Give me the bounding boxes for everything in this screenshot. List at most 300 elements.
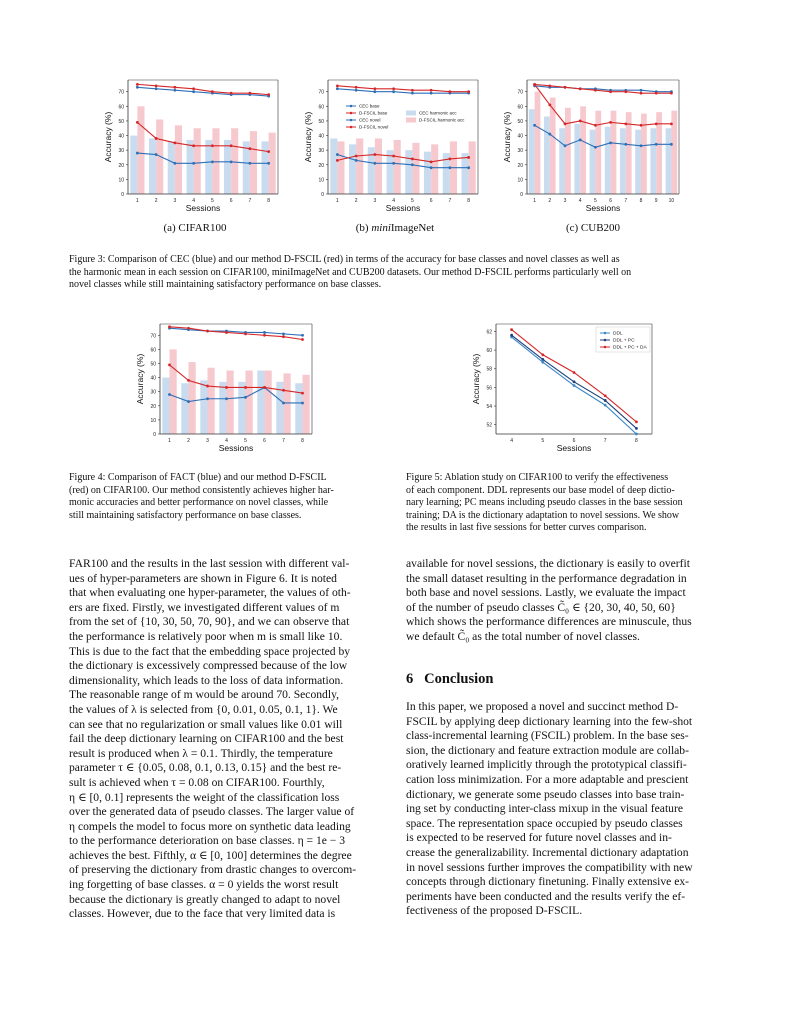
data-point [670, 92, 673, 95]
data-point [248, 147, 251, 150]
data-point [373, 153, 376, 156]
legend-marker [350, 105, 353, 108]
data-point [411, 89, 414, 92]
y-axis-label: Accuracy (%) [103, 111, 113, 163]
data-point [192, 162, 195, 165]
y-tick-label: 50 [517, 118, 523, 125]
bar [246, 371, 253, 434]
text-line: FSCIL by applying deep dictionary learning into the few-shot [406, 714, 693, 728]
y-axis-label: Accuracy (%) [502, 111, 512, 163]
legend-label: D-FSCIL harmonic acc [419, 117, 465, 123]
text-line: ues of hyper-parameters are shown in Figure 6. It is noted [69, 571, 337, 585]
x-tick-label: 2 [354, 198, 358, 204]
data-point [579, 87, 582, 90]
x-tick-label: 4 [578, 198, 582, 204]
bar [605, 127, 611, 194]
legend-label: D-FSCIL base [359, 110, 388, 116]
data-point [448, 158, 451, 161]
text-line: FAR100 and the results in the last session with different val- [69, 557, 350, 570]
x-tick-label: 10 [668, 198, 675, 204]
y-axis-label: Accuracy (%) [303, 111, 313, 163]
x-tick-label: 6 [572, 438, 576, 444]
data-point [624, 143, 627, 146]
y-tick-label: 30 [318, 148, 324, 155]
x-tick-label: 5 [594, 198, 597, 204]
data-point [267, 150, 270, 153]
legend-label: CEC base [359, 103, 380, 109]
chart-ablation [456, 316, 668, 462]
data-point [579, 120, 582, 123]
bar [349, 144, 356, 194]
bar [565, 108, 571, 194]
data-point [173, 162, 176, 165]
bar [375, 138, 382, 194]
data-point [533, 83, 536, 86]
data-point [430, 166, 433, 169]
x-tick-label: 7 [603, 438, 607, 444]
bar [590, 130, 596, 194]
y-tick-label: 20 [118, 162, 124, 169]
bar [424, 152, 431, 194]
bar [227, 371, 234, 434]
text-line: sion, the dictionary and feature extraction module are collab- [406, 743, 689, 757]
x-axis-label: Sessions [585, 203, 621, 213]
data-point [336, 153, 339, 156]
data-point [282, 402, 285, 405]
figure4-caption [69, 472, 389, 522]
data-point [267, 162, 270, 165]
y-tick-label: 0 [121, 192, 124, 198]
data-point [263, 386, 266, 389]
chart-cub200-svg [487, 70, 691, 220]
data-point [392, 90, 395, 93]
x-tick-label: 5 [244, 438, 247, 444]
data-point [573, 384, 576, 387]
text-line: that when evaluating one hyper-parameter, the values of oth- [69, 586, 351, 600]
y-tick-label: 0 [520, 192, 523, 198]
y-tick-label: 30 [118, 148, 124, 155]
text-line: we default C̃₀ as the total number of novel classes. [406, 629, 640, 643]
legend-marker [350, 112, 353, 115]
bar [189, 362, 196, 434]
bar [187, 140, 194, 194]
data-point [136, 83, 139, 86]
x-tick-label: 2 [154, 198, 158, 204]
legend-label: CEC novel [359, 117, 381, 123]
x-tick-label: 3 [173, 198, 177, 204]
bar [200, 380, 207, 434]
data-point [594, 146, 597, 149]
text-line: over the generated data of pseudo classes. The larger value of [69, 805, 355, 819]
data-point [225, 386, 228, 389]
bar [295, 383, 302, 434]
bar [405, 150, 412, 194]
data-point [411, 92, 414, 95]
section-number: 6 [406, 671, 414, 687]
y-tick-label: 62 [486, 329, 492, 336]
bar [262, 141, 269, 194]
legend-swatch [406, 111, 416, 116]
data-point [655, 122, 658, 125]
data-point [448, 166, 451, 169]
data-point [187, 400, 190, 403]
caption-line: Figure 5: Ablation study on CIFAR100 to verify the effectiveness [406, 472, 669, 483]
data-point [564, 86, 567, 89]
y-tick-label: 50 [118, 118, 124, 125]
data-point [579, 139, 582, 142]
bar [529, 109, 535, 194]
data-point [263, 334, 266, 337]
x-tick-label: 1 [135, 198, 139, 204]
bar [130, 136, 137, 194]
text-line: ing set by conducting inter-class mixup in the visual feature [406, 802, 683, 816]
legend-marker [604, 346, 607, 349]
bar [170, 349, 177, 434]
data-point [609, 90, 612, 93]
x-axis-label: Sessions [218, 443, 254, 453]
bar [544, 117, 550, 194]
data-point [336, 84, 339, 87]
text-line: from the set of {10, 30, 50, 70, 90}, and we can observe that [69, 615, 350, 629]
text-line: is expected to be reserved for future novel classes and in- [406, 831, 672, 845]
bar [559, 128, 565, 194]
data-point [155, 84, 158, 87]
data-point [206, 330, 209, 333]
text-line: to the performance deterioration on base classes. η = 1e − 3 [69, 834, 346, 848]
caption-line: monic accuracies and better performance on novel classes, while [69, 497, 329, 509]
x-tick-label: 1 [533, 198, 536, 204]
data-point [192, 90, 195, 93]
bar [168, 141, 175, 194]
y-tick-label: 50 [318, 118, 324, 125]
y-tick-label: 30 [517, 148, 523, 155]
series-line [535, 84, 672, 93]
bar [394, 140, 401, 194]
data-point [244, 332, 247, 335]
data-point [548, 84, 551, 87]
text-line: of the number of pseudo classes C̃₀ ∈ {20, 30, 40, 50, 60} [406, 600, 676, 614]
bar [666, 128, 672, 194]
text-line: sult is achieved when τ = 0.08 on CIFAR100. Fourthly, [69, 775, 325, 789]
legend-label: DDL + PC [613, 338, 635, 344]
x-tick-label: 5 [410, 198, 414, 204]
y-axis-label: Accuracy (%) [135, 353, 145, 405]
bar [303, 375, 310, 434]
legend-label: CEC harmonic acc [419, 110, 457, 116]
y-tick-label: 70 [118, 89, 124, 96]
text-line: the dictionary is excessively compressed because of the low [69, 659, 348, 673]
chart-miniimagenet [288, 70, 492, 220]
data-point [640, 89, 643, 92]
bar [337, 141, 344, 194]
caption-line: training; DA is the dictionary adaptation to novel sessions. We show [406, 509, 680, 521]
text-line: concepts through dictionary finetuning. Finally extensive ex- [406, 875, 690, 889]
data-point [541, 353, 544, 356]
bar [219, 382, 226, 434]
legend-label: DDL [613, 331, 623, 337]
legend-marker [350, 119, 353, 122]
x-tick-label: 6 [263, 438, 266, 444]
text-line: ers are fixed. Firstly, we investigated different values of m [69, 600, 340, 614]
data-point [136, 121, 139, 124]
bar [550, 98, 556, 194]
caption-line: Figure 3: Comparison of CEC (blue) and our method D-FSCIL (red) in terms of the accuracy for base classes and novel classes as well as [69, 254, 620, 265]
y-tick-label: 10 [318, 177, 324, 184]
legend-marker [350, 126, 353, 129]
data-point [541, 358, 544, 361]
bar [635, 130, 641, 194]
bar [238, 382, 245, 434]
x-tick-label: 3 [563, 198, 567, 204]
left-column-text [69, 557, 387, 922]
text-line: dictionary, we generate some pseudo classes into base train- [406, 787, 685, 801]
y-tick-label: 70 [318, 89, 324, 96]
data-point [136, 152, 139, 155]
data-point [136, 86, 139, 89]
x-tick-label: 1 [335, 198, 339, 204]
y-tick-label: 70 [150, 333, 156, 340]
text-line: η compels the model to focus more on synthetic data leading [69, 819, 351, 833]
data-point [655, 143, 658, 146]
chart-cifar100-svg [88, 70, 292, 220]
chart-miniimagenet-svg [288, 70, 492, 220]
legend-marker [604, 332, 607, 335]
chart-fact-comparison [118, 316, 328, 462]
y-tick-label: 60 [318, 104, 324, 111]
text-line: This is due to the fact that the embedding space projected by [69, 644, 351, 658]
y-tick-label: 0 [321, 192, 324, 198]
data-point [573, 371, 576, 374]
y-tick-label: 52 [486, 422, 492, 429]
text-line: available for novel sessions, the dictionary is easily to overfit [406, 557, 690, 570]
data-point [155, 137, 158, 140]
data-point [267, 93, 270, 96]
bar [574, 124, 580, 194]
data-point [187, 327, 190, 330]
data-point [541, 361, 544, 364]
x-tick-label: 8 [301, 438, 304, 444]
bar [194, 128, 201, 194]
data-point [301, 392, 304, 395]
data-point [510, 328, 513, 331]
x-tick-label: 6 [609, 198, 612, 204]
data-point [336, 159, 339, 162]
y-tick-label: 0 [153, 432, 156, 438]
bar [620, 128, 626, 194]
x-tick-label: 2 [187, 438, 190, 444]
y-tick-label: 10 [118, 177, 124, 184]
data-point [173, 89, 176, 92]
y-tick-label: 20 [517, 162, 523, 169]
text-line: in novel sessions further improves the compatibility with new [406, 860, 693, 874]
caption-line: of each component. DDL represents our base model of deep dictio- [406, 484, 675, 496]
text-line: both base and novel sessions. Lastly, we evaluate the impact [406, 586, 686, 600]
data-point [211, 144, 214, 147]
text-line: the small dataset resulting in the performance degradation in [406, 571, 687, 585]
data-point [467, 166, 470, 169]
data-point [533, 124, 536, 127]
data-point [594, 89, 597, 92]
legend-label: DDL + PC + DA [613, 345, 647, 351]
y-tick-label: 50 [150, 361, 156, 368]
data-point [301, 402, 304, 405]
y-tick-label: 60 [517, 104, 523, 111]
text-line: space. The representation space occupied by pseudo classes [406, 816, 683, 830]
y-tick-label: 70 [517, 89, 523, 96]
chart-fact-svg [118, 316, 328, 462]
data-point [411, 163, 414, 166]
caption-line: Figure 4: Comparison of FACT (blue) and our method D-FSCIL [69, 472, 327, 483]
data-point [373, 87, 376, 90]
x-tick-label: 8 [639, 198, 643, 204]
bar [431, 144, 438, 194]
bar [595, 111, 601, 194]
text-line: which shows the performance differences are minuscule, thus [406, 615, 692, 629]
legend-marker [604, 339, 607, 342]
y-tick-label: 40 [118, 133, 124, 140]
text-line: the performance is relatively poor when m is small like 10. [69, 629, 343, 643]
y-tick-label: 60 [118, 104, 124, 111]
data-point [282, 389, 285, 392]
data-point [609, 121, 612, 124]
legend-label: D-FSCIL novel [359, 124, 389, 130]
x-tick-label: 9 [654, 198, 658, 204]
data-point [355, 86, 358, 89]
subcaption-mini-prefix: (b) [355, 222, 372, 234]
legend-swatch [406, 118, 416, 123]
section-title: Conclusion [424, 671, 494, 687]
data-point [604, 404, 607, 407]
data-point [594, 124, 597, 127]
x-tick-label: 4 [510, 438, 513, 444]
data-point [448, 90, 451, 93]
text-line: of preserving the dictionary from drastic changes to overcom- [69, 863, 357, 877]
text-line: fectiveness of the proposed D-FSCIL. [406, 904, 583, 918]
right-column-text-top [406, 557, 728, 645]
data-point [336, 87, 339, 90]
data-point [564, 122, 567, 125]
data-point [192, 144, 195, 147]
y-tick-label: 20 [318, 162, 324, 169]
data-point [548, 133, 551, 136]
data-point [510, 334, 513, 337]
data-point [244, 386, 247, 389]
data-point [670, 143, 673, 146]
bar [412, 143, 419, 194]
data-point [604, 394, 607, 397]
data-point [244, 396, 247, 399]
data-point [211, 160, 214, 163]
y-tick-label: 54 [486, 404, 492, 411]
x-tick-label: 8 [467, 198, 471, 204]
caption-line: the results in last five sessions for better curves comparison. [406, 522, 647, 534]
data-point [640, 124, 643, 127]
y-tick-label: 40 [517, 133, 523, 140]
x-axis-label: Sessions [556, 443, 592, 453]
data-point [187, 379, 190, 382]
text-line: fail the deep dictionary learning on CIFAR100 and the best [69, 732, 344, 746]
x-tick-label: 6 [229, 198, 233, 204]
data-point [168, 393, 171, 396]
bar [181, 383, 188, 434]
data-point [640, 92, 643, 95]
data-point [206, 397, 209, 400]
data-point [230, 160, 233, 163]
y-tick-label: 60 [486, 348, 492, 355]
y-tick-label: 20 [150, 403, 156, 410]
chart-cifar100 [88, 70, 292, 220]
y-tick-label: 10 [150, 417, 156, 424]
data-point [392, 155, 395, 158]
data-point [430, 92, 433, 95]
caption-line: still maintaining satisfactory performance on base classes. [69, 509, 302, 521]
bar [580, 106, 586, 194]
text-line: In this paper, we proposed a novel and succinct method D- [406, 700, 679, 713]
x-tick-label: 4 [225, 438, 228, 444]
data-point [230, 144, 233, 147]
data-point [392, 87, 395, 90]
x-axis-label: Sessions [185, 203, 221, 213]
y-tick-label: 60 [150, 347, 156, 354]
data-point [282, 332, 285, 335]
data-point [624, 122, 627, 125]
x-tick-label: 4 [192, 198, 196, 204]
bar [257, 371, 264, 434]
text-line: cation loss minimization. For a more adaptable and prescient [406, 772, 689, 786]
x-tick-label: 7 [624, 198, 628, 204]
data-point [301, 334, 304, 337]
data-point [301, 338, 304, 341]
x-tick-label: 5 [541, 438, 545, 444]
data-point [206, 385, 209, 388]
bar [224, 140, 231, 194]
data-point [635, 420, 638, 423]
data-point [173, 86, 176, 89]
text-line: can see that no regularization or small values like 0.01 will [69, 717, 343, 731]
y-axis-label: Accuracy (%) [471, 353, 481, 405]
text-line: oratively learned implicitly through the prototypical classifi- [406, 758, 687, 772]
text-line: result is produced when λ = 0.1. Thirdly, the temperature [69, 746, 333, 760]
x-tick-label: 3 [373, 198, 377, 204]
data-point [573, 380, 576, 383]
text-line: The reasonable range of m would be around 70. Secondly, [69, 688, 340, 702]
x-tick-label: 8 [635, 438, 638, 444]
bar [175, 125, 182, 194]
text-line: dimensionality, which leads to the loss of data information. [69, 673, 344, 687]
data-point [355, 155, 358, 158]
data-point [430, 89, 433, 92]
figure5-caption [406, 472, 728, 535]
subcaption-miniimagenet [325, 222, 465, 234]
x-tick-label: 7 [248, 198, 252, 204]
data-point [155, 87, 158, 90]
caption-line: nary learning; PC means including pseudo classes in the base session [406, 497, 683, 509]
chart-ablation-svg [456, 316, 668, 462]
data-point [168, 325, 171, 328]
x-tick-label: 4 [392, 198, 396, 204]
data-point [392, 162, 395, 165]
bar [650, 128, 656, 194]
text-line: η ∈ [0, 0.1] represents the weight of the classification loss [69, 790, 340, 804]
subcaption-cifar100: (a) CIFAR100 [163, 222, 227, 234]
text-line: because the dictionary is greatly changed to adapt to novel [69, 892, 341, 906]
text-line: crease the generalizability. Incremental dictionary adaptation [406, 845, 689, 859]
x-tick-label: 2 [548, 198, 552, 204]
data-point [355, 89, 358, 92]
data-point [467, 90, 470, 93]
text-line: the values of λ is selected from {0, 0.01, 0.05, 0.1, 1}. We [69, 702, 338, 716]
data-point [635, 427, 638, 430]
